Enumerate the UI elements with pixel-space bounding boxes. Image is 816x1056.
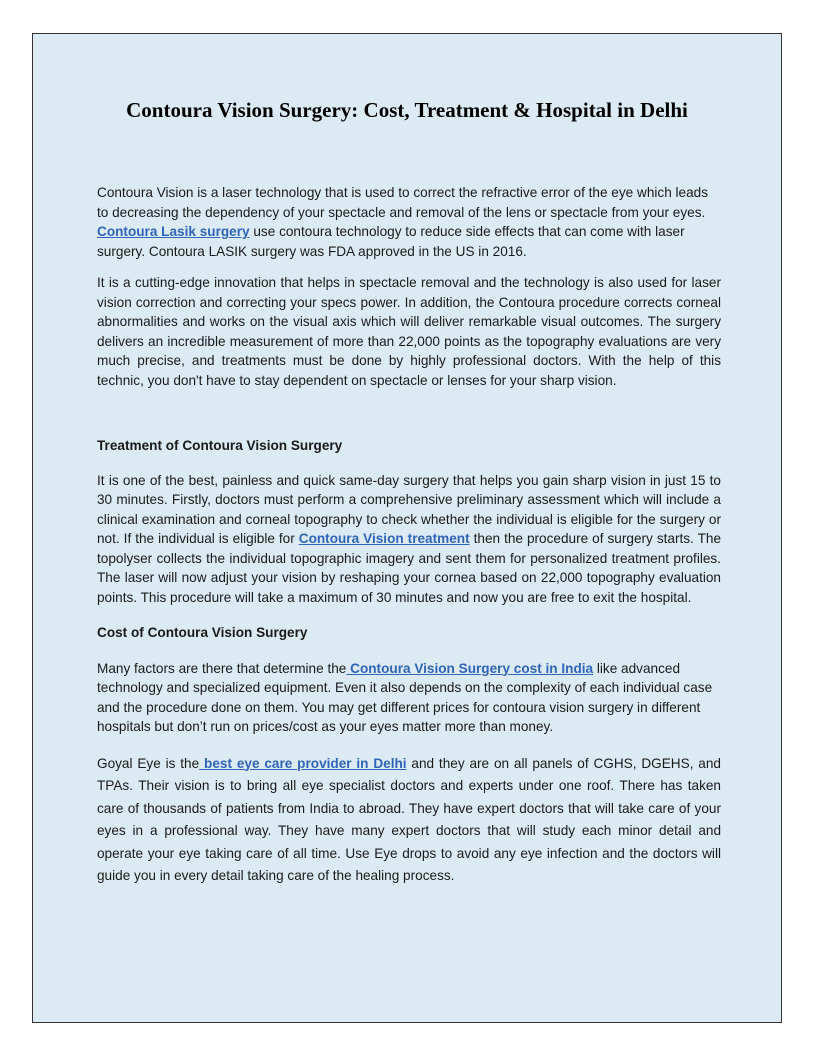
contoura-vision-treatment-link[interactable]: Contoura Vision treatment [298, 531, 470, 546]
treatment-text-before: It is one of the best, painless and quick same-day surgery that helps you gain sharp vision in just 15 to 30 minutes. Firstly, doctors must perform a comprehensive preliminary assessment which will include a clinical examination and corneal topography to check whether the individual is eligible for the surgery or not. If the individual is eligible for [97, 472, 721, 546]
document-title: Contoura Vision Surgery: Cost, Treatment & Hospital in Delhi [126, 98, 688, 122]
best-eye-care-provider-link[interactable]: best eye care provider in Delhi [199, 755, 407, 771]
intro-paragraph [97, 183, 721, 261]
contoura-lasik-surgery-link[interactable]: Contoura Lasik surgery [97, 224, 250, 239]
intro-text-before: Contoura Vision is a laser technology that is used to correct the refractive error of the eye which leads to decreasing the dependency of your spectacle and removal of the lens or spectacle from your eyes. [97, 185, 709, 220]
document-body [97, 183, 721, 888]
provider-text-before: Goyal Eye is the [97, 755, 200, 771]
cost-paragraph [97, 659, 721, 737]
provider-paragraph [97, 753, 721, 888]
contoura-cost-in-india-link[interactable]: Contoura Vision Surgery cost in India [346, 660, 594, 676]
treatment-heading: Treatment of Contoura Vision Surgery [97, 438, 343, 453]
provider-text-after: and they are on all panels of CGHS, DGEHS, and TPAs. Their vision is to bring all eye specialist doctors and experts under one roof. There has taken care of thousands of patients from India to abroad. They have expert doctors that will take care of your eyes in a professional way. They have many expert doctors that will study each minor detail and operate your eye taking care of all time. Use Eye drops to avoid any eye infection and the doctors will guide you in every detail taking care of the healing process. [97, 755, 721, 883]
document-page [32, 33, 782, 1023]
innovation-paragraph: It is a cutting-edge innovation that helps in spectacle removal and the technology is also used for laser vision correction and correcting your specs power. In addition, the Contoura procedure corrects corneal abnormalities and works on the visual axis which will deliver remarkable visual outcomes. The surgery delivers an incredible measurement of more than 22,000 points as the topography evaluations are very much precise, and treatments must be done by highly professional doctors. With the help of this technic, you don't have to stay dependent on spectacle or lenses for your sharp vision. [97, 275, 721, 388]
treatment-paragraph [97, 471, 721, 608]
cost-heading: Cost of Contoura Vision Surgery [97, 625, 308, 640]
cost-text-after: like advanced technology and specialized equipment. Even it also depends on the complexity of each individual case and the procedure done on them. You may get different prices for contoura vision surgery in different hospitals but don’t run on prices/cost as your eyes matter more than money. [97, 660, 713, 734]
cost-text-before: Many factors are there that determine the [97, 660, 347, 676]
treatment-text-after: then the procedure of surgery starts. The topolyser collects the individual topographic imagery and sent them for personalized treatment profiles. The laser will now adjust your vision by reshaping your cornea based on 22,000 topography evaluation points. This procedure will take a maximum of 30 minutes and now you are free to exit the hospital. [97, 531, 722, 605]
intro-text-after: use contoura technology to reduce side effects that can come with laser surgery. Contoura LASIK surgery was FDA approved in the US in 2016. [97, 224, 685, 259]
